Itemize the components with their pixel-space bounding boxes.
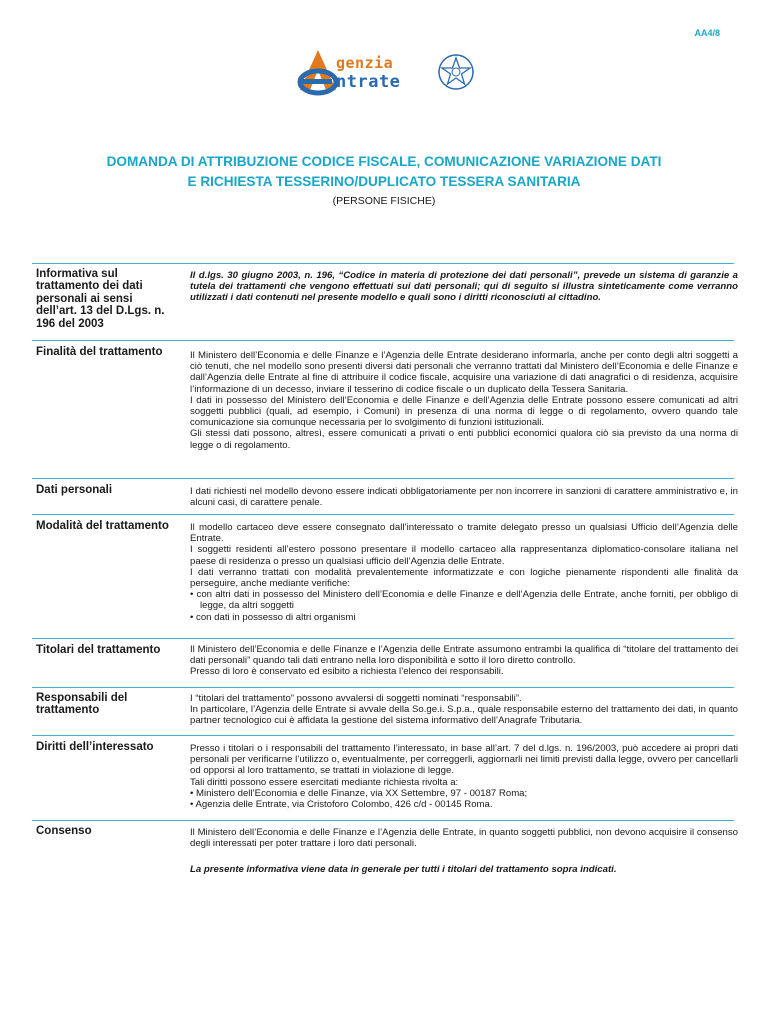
paragraph: Gli stessi dati possono, altresì, essere comunicati a privati o enti pubblici economici qualora ciò sia previsto da una norma di legge o di regolamento. (190, 428, 738, 451)
logo-text-agenzia: genzia (336, 54, 394, 72)
list-item: • con dati in possesso di altri organismi (190, 612, 738, 623)
section-label: Titolari del trattamento (36, 644, 161, 656)
paragraph: In particolare, l’Agenzia delle Entrate si avvale della So.ge.i. S.p.a., quale responsabile esterno del trattamento dei dati, in quanto partner tecnologico cui è affidata la gestione del sistema informativo dell’Anagrafe Tributaria. (190, 704, 738, 727)
paragraph: I dati richiesti nel modello devono essere indicati obbligatoriamente per non incorrere in sanzioni di carattere amministrativo e, in alcuni casi, di carattere penale. (190, 486, 738, 509)
republic-emblem-icon (436, 52, 476, 92)
section-divider (32, 820, 734, 821)
section-divider (32, 340, 734, 341)
closing-statement: La presente informativa viene data in generale per tutti i titolari del trattamento sopra indicati. (190, 864, 617, 875)
bullet-list (190, 788, 738, 810)
paragraph: Il modello cartaceo deve essere consegnato dall’interessato o tramite delegato presso un qualsiasi Ufficio dell’Agenzia delle Entrate. (190, 522, 738, 545)
section-label: Modalità del trattamento (36, 520, 169, 532)
section-body (190, 693, 738, 727)
section-label: Responsabili del trattamento (36, 692, 128, 717)
agenzia-entrate-logo (296, 48, 486, 98)
list-item: • Agenzia delle Entrate, via Cristoforo Colombo, 426 c/d - 00145 Roma. (190, 799, 738, 810)
logo-mark-icon (296, 48, 340, 98)
document-subtitle: (PERSONE FISICHE) (332, 195, 436, 207)
paragraph: Il Ministero dell’Economia e delle Finanze e l’Agenzia delle Entrate assumono entrambi la qualifica di “titolare del trattamento dei dati personali” quando tali dati entrano nella loro disponibilità e sotto il loro diretto controllo. (190, 644, 738, 667)
paragraph: I dati in possesso del Ministero dell’Economia e delle Finanze e dell’Agenzia delle Entrate possono essere comunicati ad altri soggetti pubblici (quali, ad esempio, i Comuni) in presenza di una norma di legge o di regolamento, ovvero quando tale comunicazione sia comunque necessaria per lo svolgimento di funzioni istituzionali. (190, 394, 738, 429)
section-label: Finalità del trattamento (36, 346, 163, 358)
section-body (190, 270, 738, 304)
paragraph: Il Ministero dell’Economia e delle Finanze e l’Agenzia delle Entrate, in quanto soggetti pubblici, non devono acquisire il consenso degli interessati per poter trattare i loro dati personali. (190, 827, 738, 850)
document-title-line-2: E RICHIESTA TESSERINO/DUPLICATO TESSERA SANITARIA (187, 174, 581, 189)
section-divider (32, 638, 734, 639)
section-divider (32, 687, 734, 688)
section-body (190, 644, 738, 678)
section-body (190, 743, 738, 810)
paragraph: Il Ministero dell’Economia e delle Finanze e l’Agenzia delle Entrate desiderano informarla, anche per conto degli altri soggetti a ciò tenuti, che nel modello sono presenti diversi dati personali che verranno trattati dal Ministero dell’Economia e delle Finanze e dall’Agenzia delle Entrate al fine di attribuire il codice fiscale, acquisire una variazione di dati anagrafici o di residenza, acquisire l’informazione di un decesso, inviare il tesserino di codice fiscale o un duplicato della Tessera Sanitaria. (190, 350, 738, 395)
paragraph: Il d.lgs. 30 giugno 2003, n. 196, “Codice in materia di protezione dei dati personali”, prevede un sistema di garanzie a tutela dei trattamenti che vengono effettuati sui dati personali; qui di seguito si illustra sinteticamente come verranno utilizzati i dati contenuti nel presente modello e quali sono i diritti riconosciuti al cittadino. (190, 270, 738, 304)
logo-text-entrate: ntrate (336, 72, 401, 92)
paragraph: I soggetti residenti all’estero possono presentare il modello cartaceo alla rappresentanza diplomatico-consolare italiana nel paese di residenza o presso un qualsiasi ufficio dell’Agenzia delle Entrate. (190, 544, 738, 567)
section-divider (32, 263, 734, 264)
section-label: Diritti dell’interessato (36, 741, 154, 753)
list-item: • con altri dati in possesso del Ministero dell’Economia e delle Finanze e dell’Agenzia delle Entrate, anche forniti, per obbligo di legge, da altri soggetti (190, 589, 738, 611)
bullet-list (190, 589, 738, 623)
section-label: Dati personali (36, 484, 113, 496)
section-body (190, 522, 738, 623)
section-divider (32, 514, 734, 515)
paragraph: Presso i titolari o i responsabili del trattamento l’interessato, in base all’art. 7 del d.lgs. n. 196/2003, può accedere ai propri dati personali per verificarne l’utilizzo o, eventualmente, per correggerli, aggiornarli nei limiti previsti dalla legge, ovvero per cancellarli od opporsi al loro trattamento, se trattati in violazione di legge. (190, 743, 738, 777)
section-divider (32, 478, 734, 479)
section-body (190, 827, 738, 849)
section-divider (32, 735, 734, 736)
paragraph: Tali diritti possono essere esercitati mediante richiesta rivolta a: (190, 776, 459, 788)
section-label: Informativa sul trattamento dei dati personali ai sensi dell’art. 13 del D.Lgs. n. 196 del 2003 (36, 268, 165, 330)
section-body (190, 350, 738, 451)
list-item: • Ministero dell’Economia e delle Finanze, via XX Settembre, 97 - 00187 Roma; (190, 788, 738, 799)
paragraph: I dati verranno trattati con modalità prevalentemente informatizzate e con logiche pienamente rispondenti alle finalità da perseguire, anche mediante verifiche: (190, 566, 738, 590)
paragraph: Presso di loro è conservato ed esibito a richiesta l’elenco dei responsabili. (190, 666, 504, 678)
section-body (190, 486, 738, 508)
paragraph: I “titolari del trattamento” possono avvalersi di soggetti nominati “responsabili”. (190, 693, 522, 704)
form-code: AA4/8 (694, 28, 720, 38)
document-title-line-1: DOMANDA DI ATTRIBUZIONE CODICE FISCALE, COMUNICAZIONE VARIAZIONE DATI (106, 154, 662, 169)
section-label: Consenso (36, 825, 92, 837)
